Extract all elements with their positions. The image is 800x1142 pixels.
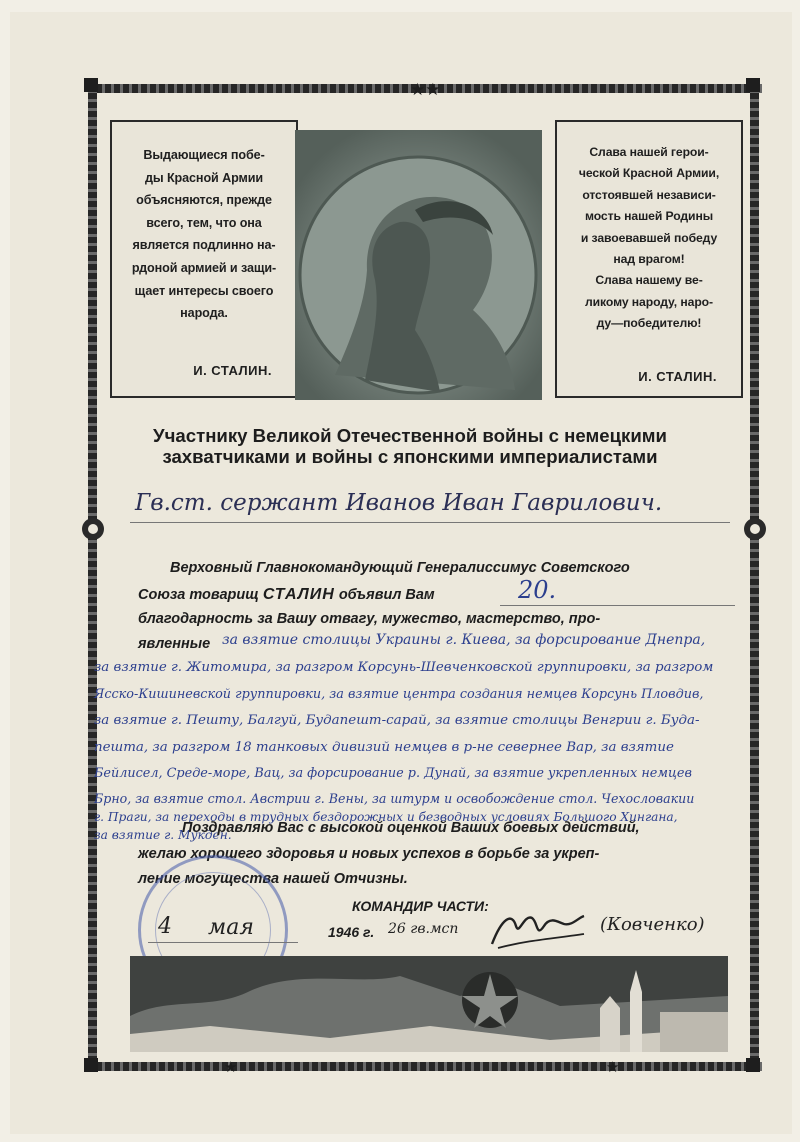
body-line: Верховный Главнокомандующий Генералиссимус Советского [170, 560, 630, 576]
count-underline [500, 605, 735, 606]
commander-signature [488, 904, 588, 954]
signature-name: (Ковченко) [600, 914, 705, 935]
merit-line: за взятие столицы Украины г. Киева, за форсирование Днепра, [222, 632, 706, 648]
congrats-line: ление могущества нашей Отчизны. [138, 871, 408, 887]
star-icon: ★ [606, 1058, 620, 1076]
corner-ornament [746, 1058, 760, 1072]
corner-ornament [84, 1058, 98, 1072]
certificate [10, 12, 792, 1134]
merit-line: г. Праги, за переходы в трудных бездорожных и безводных условиях Большого Хингана, [94, 810, 678, 824]
frame-left [88, 84, 97, 1071]
star-icon: ★★ [410, 80, 441, 100]
side-ornament-icon [80, 516, 106, 542]
unit-note: 26 гв.мсп [388, 921, 459, 937]
congrats-line: желаю хорошего здоровья и новых успехов в борьбе за укреп- [138, 846, 600, 862]
quote-author: И. СТАЛИН. [638, 369, 717, 384]
side-ornament-icon [742, 516, 768, 542]
merit-line: за взятие г. Мукден. [94, 828, 232, 842]
date-year: 1946 г. [328, 924, 375, 940]
quote-text: Выдающиеся побе- ды Красной Армии объясняются, прежде всего, тем, что она является подлинно на- рдоной армией и защи- щает интересы своего народа. [131, 148, 277, 321]
merit-line: пешта, за разгром 18 танковых дивизий немцев в р-не севернее Вар, за взятие [94, 740, 674, 755]
certificate-title: Участнику Великой Отечественной войны с немецкими захватчиками и войны с японскими империалистами [153, 425, 667, 467]
quote-author: И. СТАЛИН. [193, 363, 272, 378]
body-line [138, 586, 435, 604]
merit-line: Ясско-Кишиневской группировки, за взятие центра создания немцев Корсунь Пловдив, [94, 687, 704, 702]
frame-bottom [96, 1062, 762, 1071]
congrats-line: Поздравляю Вас с высокой оценкой Ваших боевых действий, [182, 820, 640, 836]
frame-right [750, 84, 759, 1071]
commander-name: СТАЛИН [262, 586, 335, 603]
date-day: 4 [158, 914, 172, 939]
portrait-medallion [295, 130, 542, 400]
quote-box-right [555, 120, 743, 398]
body-line: явленные [138, 636, 211, 652]
bottom-engraving-kremlin [130, 956, 728, 1052]
merit-line: Бейлисел, Среде-море, Вац, за форсирование р. Дунай, за взятие укрепленных немцев [94, 766, 692, 781]
recipient-underline [130, 522, 730, 523]
merit-line: за взятие г. Пешту, Балгуй, Будапешт-сарай, за взятие столицы Венгрии г. Буда- [94, 713, 700, 728]
date-underline [148, 942, 298, 943]
corner-ornament [746, 78, 760, 92]
merit-line: Брно, за взятие стол. Австрии г. Вены, за штурм и освобождение стол. Чехословакии [94, 791, 695, 806]
star-icon: ★ [224, 1058, 238, 1076]
quote-box-left [110, 120, 298, 398]
body-text: Союза товарищ [138, 587, 259, 603]
merit-line: за взятие г. Житомира, за разгром Корсунь-Шевченковской группировки, за разгром [94, 660, 714, 675]
recipient-name: Гв.ст. сержант Иванов Иван Гаврилович. [135, 490, 663, 516]
body-text: объявил Вам [338, 587, 435, 603]
commander-label: КОМАНДИР ЧАСТИ: [352, 898, 489, 914]
date-month: мая [208, 915, 254, 940]
quote-text: Слава нашей герои- ческой Красной Армии, отстоявшей независи- мость нашей Родины и завоевавшей победу над врагом! Слава нашему ве- ликому народу, наро- ду—победителю! [578, 145, 720, 331]
corner-ornament [84, 78, 98, 92]
gratitude-count: 20. [518, 576, 557, 604]
body-line: благодарность за Вашу отвагу, мужество, мастерство, про- [138, 611, 601, 627]
